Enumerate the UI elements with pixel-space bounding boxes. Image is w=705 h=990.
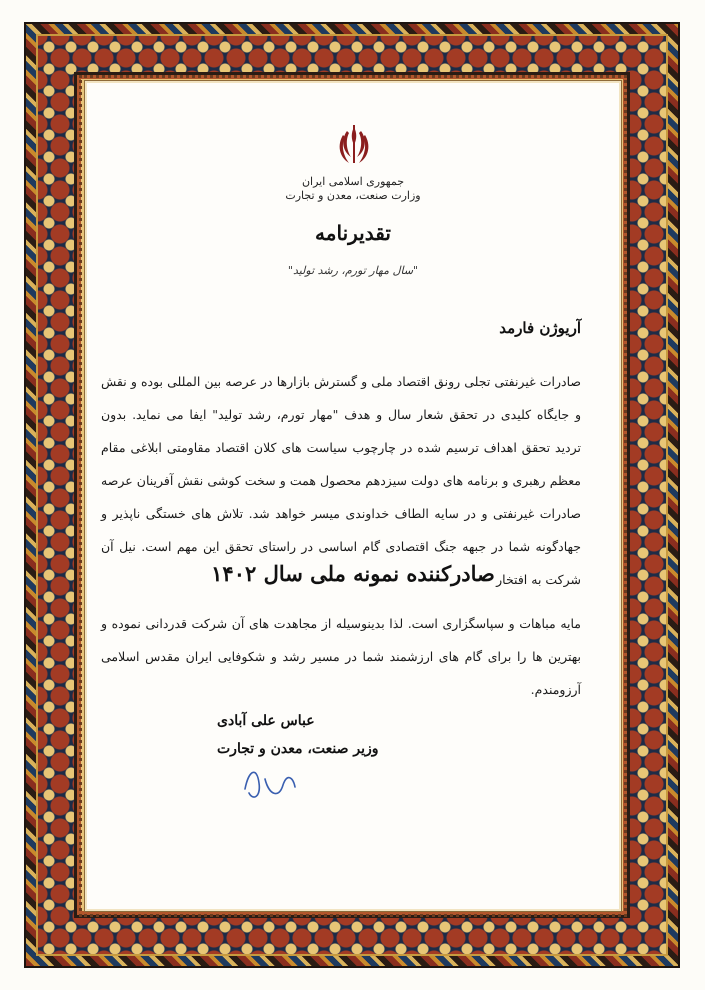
document-title: تقدیرنامه [315,221,391,245]
year-slogan: "سال مهار تورم، رشد تولید" [287,264,419,277]
signer-name: عباس علی آبادی [217,713,315,729]
certificate-body [84,80,622,912]
signer-title: وزیر صنعت، معدن و تجارت [217,741,379,757]
award-title: صادرکننده نمونه ملی سال ۱۴۰۲ [211,561,495,586]
body-paragraph-1: صادرات غیرنفتی تجلی رونق اقتصاد ملی و گسترش بازارها در عرصه بین المللی بوده و نقش و جایگاه کلیدی در تحقق شعار سال و هدف "مهار تورم، رشد تولید" ایفا می نماید. بدون تردید تحقق اهداف ترسیم شده در چارچوب سیاست های کلان اقتصاد مقاومتی ابلاغی مقام معظم رهبری و برنامه های دولت سیزدهم محصول همت و سخت کوشی نقش آفرینان عرصه صادرات غیرنفتی و در سایه الطاف خداوندی میسر خواهد شد. تلاش های خستگی ناپذیر و جهادگونه شما در جبهه جنگ اقتصادی گام اساسی در راستای تحقق این مهم است. نیل آن شرکت به افتخار [101,374,581,587]
handwritten-signature [235,749,305,809]
iran-emblem-icon [335,123,373,167]
header-country: جمهوری اسلامی ایران [301,175,405,188]
body-paragraph-2: مایه مباهات و سپاسگزاری است. لذا بدینوسیله از مجاهدت های آن شرکت قدردانی نموده و بهترین ها را برای گام های ارزشمند شما در مسیر رشد و شکوفایی ایران مقدس اسلامی آرزومندم. [101,616,581,697]
recipient-name: آریوژن فارمد [499,319,581,337]
header-ministry: وزارت صنعت، معدن و تجارت [285,189,421,202]
